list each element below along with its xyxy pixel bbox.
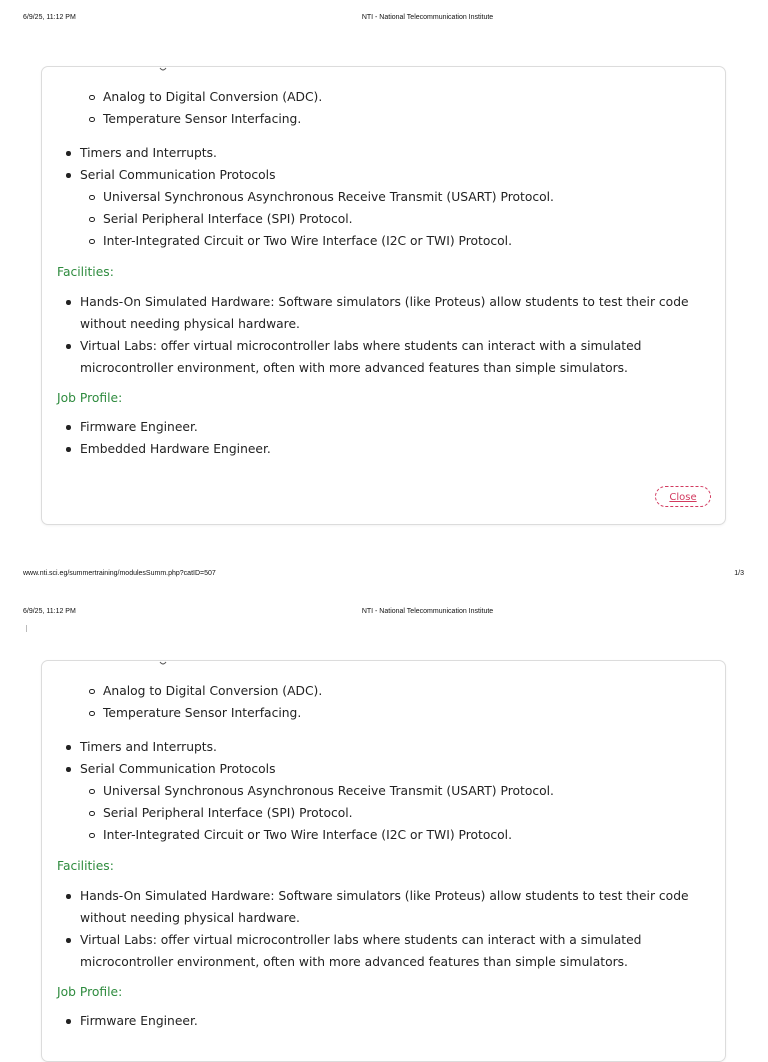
print-url: www.nti.sci.eg/summertraining/modulesSumm.php?catID=507 — [23, 570, 216, 577]
list-item: Analog to Digital Conversion (ADC). — [42, 86, 725, 108]
facilities-list — [42, 291, 725, 379]
module-details-card — [41, 660, 726, 1062]
print-header — [0, 608, 768, 622]
list-item: Timers and Interrupts. — [42, 142, 725, 164]
topics-list — [42, 142, 725, 252]
print-footer — [0, 570, 768, 582]
clipped-text-fragment — [102, 660, 222, 667]
print-title: NTI - National Telecommunication Institute — [361, 14, 494, 21]
clipped-text-fragment — [102, 66, 222, 73]
facility-text: Virtual Labs: offer virtual microcontroller labs where students can interact with a simulated — [80, 339, 642, 353]
job-profile-list — [42, 1010, 725, 1032]
page-number: 1/3 — [734, 570, 744, 577]
facility-text: Hands-On Simulated Hardware: Software simulators (like Proteus) allow students to test their code — [80, 295, 689, 309]
list-item: Timers and Interrupts. — [42, 736, 725, 758]
list-item — [42, 929, 725, 973]
print-title: NTI - National Telecommunication Institute — [361, 608, 494, 615]
adc-sublist — [42, 86, 725, 130]
page-divider-mark — [26, 625, 27, 632]
job-profile-heading: Job Profile: — [57, 985, 123, 999]
list-item: Embedded Hardware Engineer. — [42, 438, 725, 460]
list-item: Serial Communication Protocols — [42, 758, 725, 780]
list-item: Temperature Sensor Interfacing. — [42, 702, 725, 724]
list-item — [42, 885, 725, 929]
facilities-heading: Facilities: — [57, 265, 114, 279]
job-profile-list — [42, 416, 725, 460]
list-item — [42, 291, 725, 335]
facility-text: Hands-On Simulated Hardware: Software simulators (like Proteus) allow students to test their code — [80, 889, 689, 903]
topics-list — [42, 736, 725, 846]
list-item: Temperature Sensor Interfacing. — [42, 108, 725, 130]
facility-text: without needing physical hardware. — [80, 317, 300, 331]
facilities-list — [42, 885, 725, 973]
list-item: Inter-Integrated Circuit or Two Wire Interface (I2C or TWI) Protocol. — [42, 824, 725, 846]
facilities-heading: Facilities: — [57, 859, 114, 873]
list-item: Analog to Digital Conversion (ADC). — [42, 680, 725, 702]
facility-text: Virtual Labs: offer virtual microcontroller labs where students can interact with a simulated — [80, 933, 642, 947]
job-profile-heading: Job Profile: — [57, 391, 123, 405]
facility-text: microcontroller environment, often with more advanced features than simple simulators. — [80, 955, 628, 969]
list-item: Serial Peripheral Interface (SPI) Protocol. — [42, 208, 725, 230]
close-button[interactable]: Close — [655, 486, 711, 507]
adc-sublist — [42, 680, 725, 724]
print-datetime: 6/9/25, 11:12 PM — [23, 14, 76, 21]
print-header — [0, 14, 768, 28]
list-item: Inter-Integrated Circuit or Two Wire Interface (I2C or TWI) Protocol. — [42, 230, 725, 252]
print-datetime: 6/9/25, 11:12 PM — [23, 608, 76, 615]
list-item: Universal Synchronous Asynchronous Receive Transmit (USART) Protocol. — [42, 186, 725, 208]
facility-text: without needing physical hardware. — [80, 911, 300, 925]
facility-text: microcontroller environment, often with more advanced features than simple simulators. — [80, 361, 628, 375]
list-item: Firmware Engineer. — [42, 1010, 725, 1032]
list-item: Universal Synchronous Asynchronous Receive Transmit (USART) Protocol. — [42, 780, 725, 802]
list-item — [42, 335, 725, 379]
list-item: Serial Peripheral Interface (SPI) Protocol. — [42, 802, 725, 824]
list-item: Serial Communication Protocols — [42, 164, 725, 186]
list-item: Firmware Engineer. — [42, 416, 725, 438]
module-details-card — [41, 66, 726, 525]
